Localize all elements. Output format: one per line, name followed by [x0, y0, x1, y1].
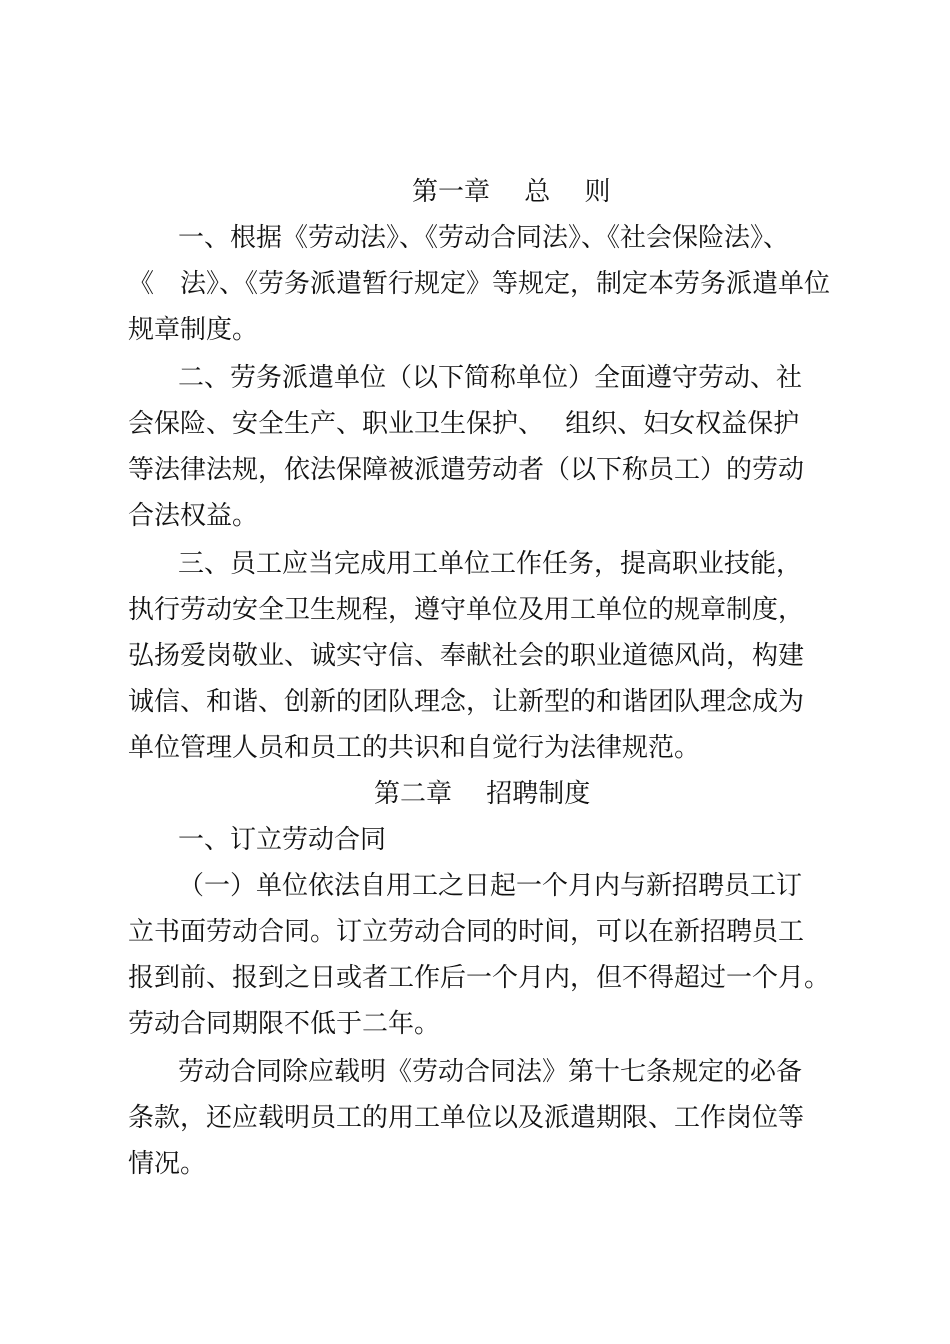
chapter-2-para-1-line-4: 劳动合同期限不低于二年。	[128, 1009, 441, 1039]
chapter-1-para-1-line-1: 一、根据《劳动法》、《劳动合同法》、《社会保险法》、	[178, 223, 790, 253]
chapter-2-para-2-line-2: 条款，还应载明员工的用工单位以及派遣期限、工作岗位等	[128, 1103, 805, 1133]
chapter-1-para-3-line-2: 执行劳动安全卫生规程，遵守单位及用工单位的规章制度，	[128, 595, 805, 625]
chapter-2-para-1-line-3: 报到前、报到之日或者工作后一个月内，但不得超过一个月。	[128, 963, 831, 993]
chapter-2-para-2-line-1: 劳动合同除应载明《劳动合同法》第十七条规定的必备	[178, 1057, 803, 1087]
chapter-2-section-1-heading: 一、订立劳动合同	[178, 825, 387, 855]
chapter-1-para-2-line-4: 合法权益。	[128, 501, 259, 531]
chapter-1-para-3-line-5: 单位管理人员和员工的共识和自觉行为法律规范。	[128, 733, 701, 763]
chapter-2-title: 第二章 招聘制度	[374, 779, 591, 809]
chapter-1-para-1-line-3: 规章制度。	[128, 315, 259, 345]
chapter-2-para-2-line-3: 情况。	[128, 1149, 207, 1179]
chapter-1-para-2-line-2: 会保险、安全生产、职业卫生保护、 组织、妇女权益保护	[128, 409, 800, 439]
chapter-2-para-1-line-1: （一）单位依法自用工之日起一个月内与新招聘员工订	[178, 871, 803, 901]
chapter-1-para-3-line-1: 三、员工应当完成用工单位工作任务，提高职业技能，	[178, 549, 803, 579]
chapter-1-para-1-line-2: 《 法》、《劳务派遣暂行规定》等规定，制定本劳务派遣单位	[128, 269, 831, 299]
chapter-1-para-2-line-1: 二、劳务派遣单位（以下简称单位）全面遵守劳动、社	[178, 363, 803, 393]
chapter-1-para-3-line-4: 诚信、和谐、创新的团队理念，让新型的和谐团队理念成为	[128, 687, 805, 717]
chapter-1-title: 第一章 总 则	[412, 177, 611, 207]
chapter-2-para-1-line-2: 立书面劳动合同。订立劳动合同的时间，可以在新招聘员工	[128, 917, 805, 947]
chapter-1-para-3-line-3: 弘扬爱岗敬业、诚实守信、奉献社会的职业道德风尚，构建	[128, 641, 805, 671]
chapter-1-para-2-line-3: 等法律法规，依法保障被派遣劳动者（以下称员工）的劳动	[128, 455, 805, 485]
